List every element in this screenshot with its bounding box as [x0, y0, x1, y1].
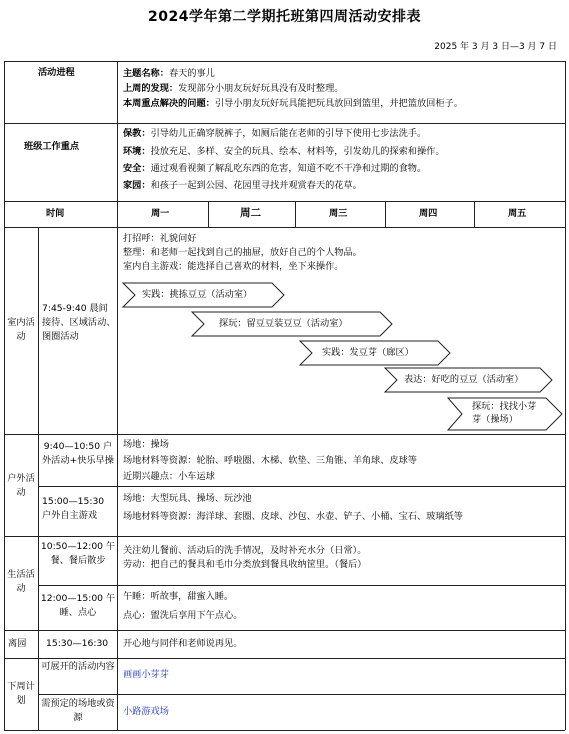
header-day-mon: 周一	[151, 208, 170, 219]
leave-section-label: 离园	[8, 638, 27, 649]
focus-label: 本周重点解决的问题：	[123, 98, 215, 109]
arrow-label: 表达：好吃的豆豆（活动室）	[404, 374, 524, 385]
indoor-line: 整理：和老师一起找到自己的抽屉，放好自己的个人物品。	[123, 247, 362, 258]
discovery-label: 上周的发现：	[123, 83, 179, 94]
page-title: 2024学年第二学期托班第四周活动安排表	[148, 9, 421, 25]
discovery-value: 发现部分小朋友玩好玩具没有及时整理。	[178, 83, 344, 94]
life-nap-time: 12:00—15:00 午睡、点心	[40, 593, 116, 618]
date-range: 2025 年 3 月 3 日—3 月 7 日	[434, 42, 557, 52]
arrow-label: 探玩：找找小芽芽（操场）	[472, 401, 537, 425]
class-focus-item-value: 和孩子一起到公园、花园里寻找并观赏春天的花草。	[150, 180, 362, 191]
next-week-activities-label: 可展开的活动内容	[41, 661, 115, 672]
arrow-label: 探玩：留豆豆装豆豆（活动室）	[219, 318, 348, 329]
life-lunch-time: 10:50—12:00 午餐、餐后散步	[40, 541, 116, 566]
next-week-resources-value: 小路游戏场	[123, 706, 169, 717]
header-day-thu: 周四	[419, 208, 438, 219]
class-focus-item-value: 引导幼儿正确穿脱裤子，如厕后能在老师的引导下使用七步法洗手。	[150, 128, 427, 139]
leave-time: 15:30—16:30	[46, 638, 109, 649]
indoor-time: 7:45-9:40 晨间接待、区域活动、图圈活动	[42, 303, 116, 342]
class-focus-item-value: 通过观看视频了解乱吃东西的危害，知道不吃不干净和过期的食物。	[150, 163, 427, 174]
life-lunch-line: 关注幼儿餐前、活动后的洗手情况，及时补充水分（日常）。	[123, 545, 367, 556]
indoor-line: 打招呼：礼貌问好	[123, 233, 197, 244]
leave-text: 开心地与同伴和老师说再见。	[123, 638, 243, 649]
indoor-section-label: 室内活动	[7, 317, 35, 342]
class-focus-item-label: 环境：	[123, 146, 151, 157]
arrow-label: 实践：挑拣豆豆（活动室）	[142, 289, 253, 300]
arrow-label: 实践：发豆芽（廊区）	[322, 347, 414, 358]
outdoor-morning-line: 场地：操场	[123, 439, 169, 450]
header-day-tue: 周二	[240, 207, 261, 219]
next-week-resources-label: 需预定的场地或资源	[41, 698, 115, 723]
outdoor-morning-line: 场地材料等资源：轮胎、呼啦圈、木梯、软垫、三角锥、羊角球、皮球等	[123, 455, 417, 466]
class-focus-item-label: 保教：	[123, 128, 151, 139]
activity-progress-label: 活动进程	[38, 67, 75, 78]
outdoor-afternoon-line: 场地材料等资源：海洋球、套圈、皮球、沙包、水壶、铲子、小桶、宝石、玻璃纸等	[123, 511, 463, 522]
life-nap-line: 点心：盥洗后享用下午点心。	[123, 610, 243, 621]
outdoor-morning-line: 近期兴趣点：小车运球	[123, 471, 215, 482]
class-focus-label: 班级工作重点	[24, 141, 80, 152]
life-lunch-line: 劳动：把自己的餐具和毛巾分类放到餐具收纳筐里。（餐后）	[123, 559, 367, 570]
outdoor-afternoon-time: 15:00—15:30 户外自主游戏	[42, 496, 105, 521]
indoor-line: 室内自主游戏：能选择自己喜欢的材料，坐下来操作。	[123, 261, 344, 272]
header-day-fri: 周五	[508, 208, 527, 219]
outdoor-section-label: 户外活动	[7, 473, 35, 498]
focus-value: 引导小朋友玩好玩具能把玩具放回到篮里，并把篮放回柜子。	[214, 98, 463, 109]
next-week-activities-value: 画画小芽芽	[123, 669, 169, 680]
theme-value: 春天的事儿	[168, 68, 215, 79]
class-focus-item-label: 家园：	[123, 180, 151, 191]
theme-label: 主题名称：	[123, 68, 169, 79]
class-focus-item-value: 投放充足、多样、安全的玩具、绘本、材料等，引发幼儿的探索和操作。	[150, 146, 445, 157]
header-day-wed: 周三	[329, 208, 348, 219]
outdoor-afternoon-line: 场地：大型玩具、操场、玩沙池	[123, 493, 252, 504]
outdoor-morning-time: 9:40—10:50 户外活动+快乐早操	[41, 441, 114, 466]
header-time: 时间	[46, 208, 65, 219]
life-section-label: 生活活动	[7, 569, 35, 594]
class-focus-item-label: 安全：	[123, 163, 151, 174]
next-week-section-label: 下周计划	[7, 681, 35, 706]
life-nap-line: 午睡：听故事，甜蜜入睡。	[123, 591, 234, 602]
